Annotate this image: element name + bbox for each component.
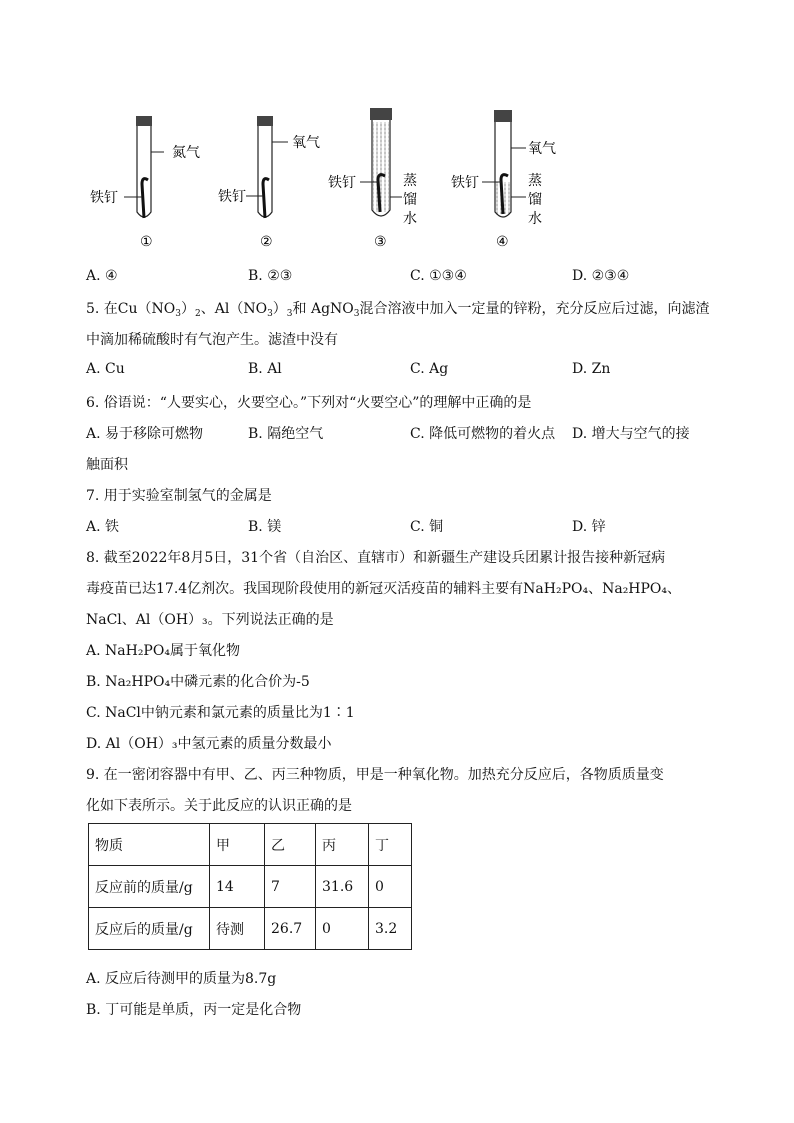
tube-3-liquid-char-1: 蒸 bbox=[403, 173, 417, 189]
tube-3-liquid-char-3: 水 bbox=[403, 211, 417, 227]
tube-3-liquid-char-2: 馏 bbox=[403, 192, 417, 208]
table-header-cell: 物质 bbox=[89, 824, 210, 866]
table-cell: 0 bbox=[369, 866, 412, 908]
tube-3-nail-label: 铁钉 bbox=[328, 175, 356, 191]
table-header-cell: 乙 bbox=[265, 824, 316, 866]
tube-1-number: ① bbox=[140, 234, 153, 250]
q8-stem-line-2: 毒疫苗已达17.4亿剂次。我国现阶段使用的新冠灭活疫苗的辅料主要有NaH₂PO₄、Na₂HPO₄、 bbox=[86, 581, 682, 597]
tube-3-number: ③ bbox=[374, 234, 387, 250]
tube-4-liquid-char-2: 馏 bbox=[528, 192, 542, 208]
q8-option-a: A. NaH₂PO₄属于氧化物 bbox=[86, 643, 240, 659]
q5-option-c: C. Ag bbox=[410, 361, 449, 377]
table-cell: 7 bbox=[265, 866, 316, 908]
table-cell: 14 bbox=[210, 866, 265, 908]
table-cell: 0 bbox=[316, 908, 369, 950]
q9-stem-line-1: 9. 在一密闭容器中有甲、乙、丙三种物质，甲是一种氧化物。加热充分反应后，各物质质量变 bbox=[86, 767, 664, 783]
test-tube-figure bbox=[80, 100, 580, 260]
tube-4-liquid-char-3: 水 bbox=[528, 211, 542, 227]
table-cell: 31.6 bbox=[316, 866, 369, 908]
q4-option-d: D. ②③④ bbox=[572, 268, 630, 284]
q9-stem-line-2: 化如下表所示。关于此反应的认识正确的是 bbox=[86, 798, 352, 814]
q7-option-a: A. 铁 bbox=[86, 519, 120, 535]
test-tube-2 bbox=[218, 116, 320, 250]
q8-stem-line-1: 8. 截至2022年8月5日，31个省（自治区、直辖市）和新疆生产建设兵团累计报告接种新冠病 bbox=[86, 550, 666, 566]
tube-2-number: ② bbox=[260, 234, 273, 250]
q5-stem-line-1: 5. 在$Cu(NO_3)_2$、$Al(NO_3)_3$和 AgNO$_3$混合溶液中加入一定量的锌粉，充分反应后过滤，向滤渣 bbox=[86, 301, 710, 319]
q6-option-d: D. 增大与空气的接 bbox=[572, 426, 690, 442]
q4-option-a: A. ④ bbox=[86, 268, 118, 284]
q4-option-c: C. ①③④ bbox=[410, 268, 467, 284]
q5-stem-line-2: 中滴加稀硫酸时有气泡产生。滤渣中没有 bbox=[86, 332, 338, 348]
table-cell: 待测 bbox=[210, 908, 265, 950]
tube-4-nail-label: 铁钉 bbox=[451, 175, 479, 191]
table-header-cell: 甲 bbox=[210, 824, 265, 866]
q6-option-d-continued: 触面积 bbox=[86, 457, 128, 473]
q9-option-b: B. 丁可能是单质，丙一定是化合物 bbox=[86, 1002, 302, 1018]
tube-4-number: ④ bbox=[496, 234, 509, 250]
q7-stem: 7. 用于实验室制氢气的金属是 bbox=[86, 488, 272, 504]
table-cell: 3.2 bbox=[369, 908, 412, 950]
q8-option-d: D. Al（OH）₃中氢元素的质量分数最小 bbox=[86, 736, 332, 752]
q4-option-b: B. ②③ bbox=[248, 268, 293, 284]
table-cell: 26.7 bbox=[265, 908, 316, 950]
test-tube-1 bbox=[90, 116, 200, 250]
table-row bbox=[89, 908, 412, 950]
test-tube-4 bbox=[451, 110, 556, 250]
table-cell: 反应前的质量/g bbox=[89, 866, 210, 908]
mass-change-table bbox=[88, 823, 412, 950]
q6-stem: 6. 俗语说：“人要实心，火要空心。”下列对“火要空心”的理解中正确的是 bbox=[86, 395, 532, 411]
table-header-cell: 丁 bbox=[369, 824, 412, 866]
q5-option-d: D. Zn bbox=[572, 361, 611, 377]
tube-1-gas-label: 氮气 bbox=[172, 145, 200, 161]
q9-option-a: A. 反应后待测甲的质量为8.7g bbox=[86, 971, 277, 987]
test-tube-3 bbox=[328, 108, 417, 250]
tube-4-liquid-char-1: 蒸 bbox=[528, 173, 542, 189]
q5-option-b: B. Al bbox=[248, 361, 282, 377]
table-row bbox=[89, 866, 412, 908]
q8-stem-line-3: NaCl、Al（OH）₃。下列说法正确的是 bbox=[86, 612, 334, 628]
tube-4-gas-label: 氧气 bbox=[528, 141, 556, 157]
q6-option-c: C. 降低可燃物的着火点 bbox=[410, 426, 556, 442]
tube-2-gas-label: 氧气 bbox=[292, 135, 320, 151]
q8-option-b: B. Na₂HPO₄中磷元素的化合价为-5 bbox=[86, 674, 310, 690]
tube-2-nail-label: 铁钉 bbox=[218, 189, 246, 205]
q6-option-b: B. 隔绝空气 bbox=[248, 426, 324, 442]
q8-option-c: C. NaCl中钠元素和氯元素的质量比为1∶1 bbox=[86, 705, 355, 721]
tube-1-nail-label: 铁钉 bbox=[90, 190, 118, 206]
table-cell: 反应后的质量/g bbox=[89, 908, 210, 950]
table-header-row bbox=[89, 824, 412, 866]
q5-option-a: A. Cu bbox=[86, 361, 125, 377]
table-header-cell: 丙 bbox=[316, 824, 369, 866]
q7-option-b: B. 镁 bbox=[248, 519, 282, 535]
q7-option-c: C. 铜 bbox=[410, 519, 444, 535]
q6-option-a: A. 易于移除可燃物 bbox=[86, 426, 204, 442]
q7-option-d: D. 锌 bbox=[572, 519, 606, 535]
